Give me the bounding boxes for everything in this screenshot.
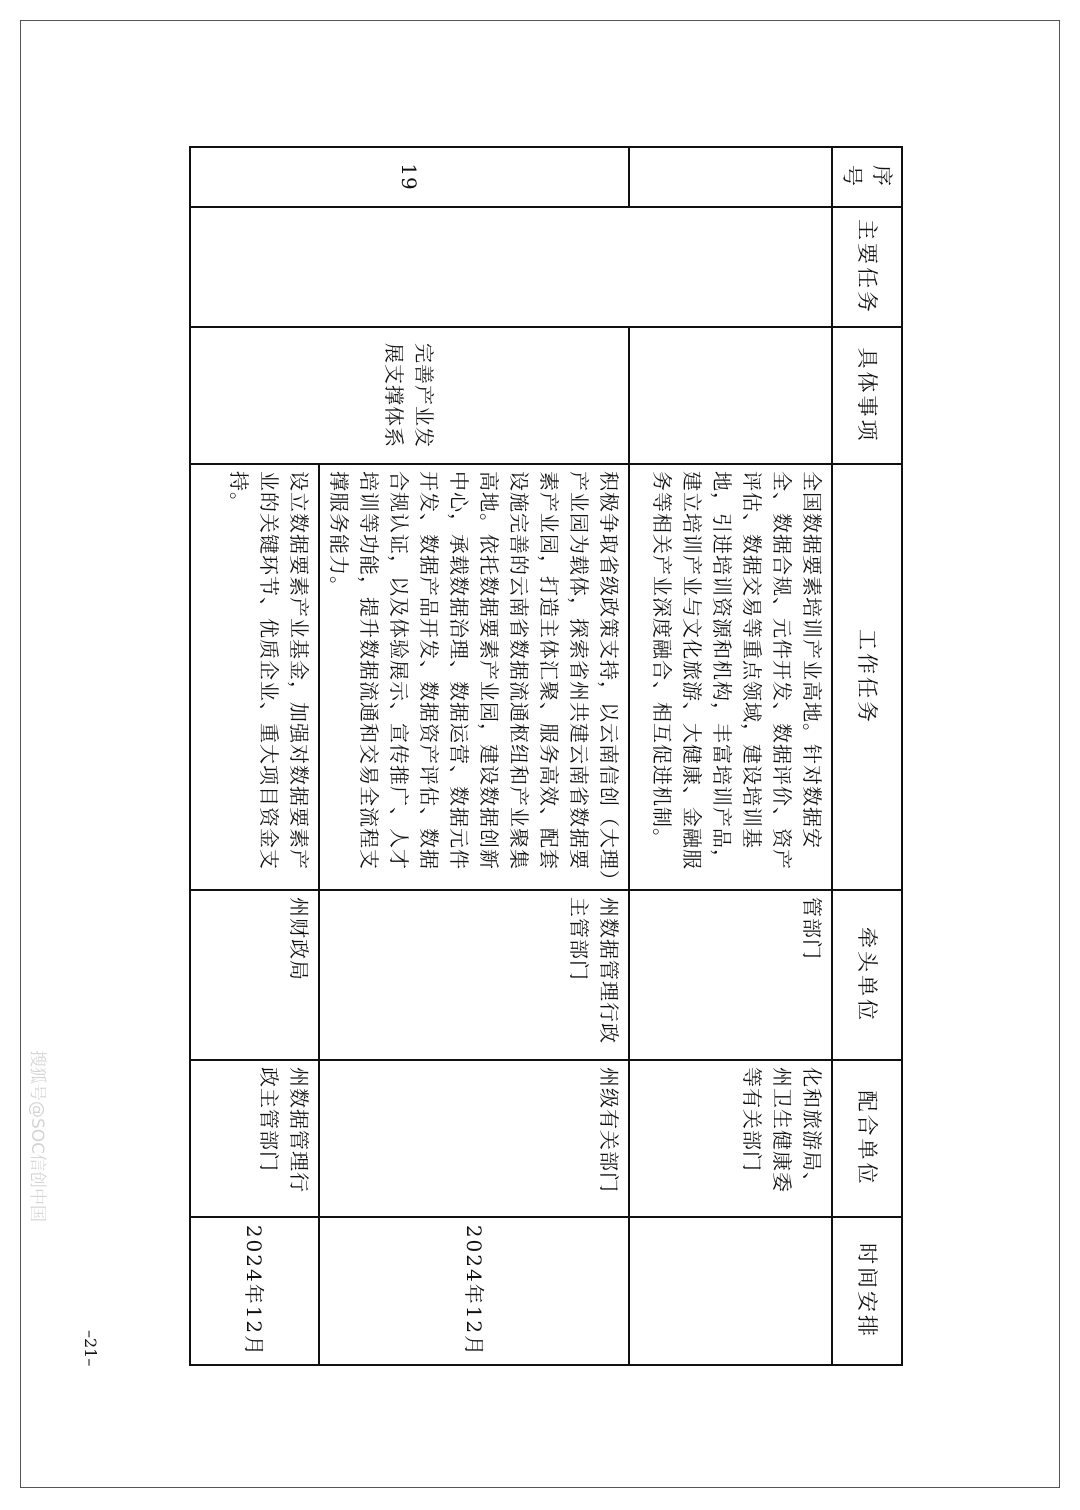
cell-schedule-continued — [629, 1217, 832, 1365]
page-number: –21– — [81, 1330, 100, 1367]
watermark: 搜狐号@SOC信创中国 — [27, 1050, 47, 1223]
cell-seq-continued — [629, 147, 832, 207]
cell-partner-unit-continued: 化和旅游局、州卫生健康委等有关部门 — [629, 1060, 832, 1217]
table-row-continued — [629, 147, 832, 1365]
cell-item-continued — [629, 327, 832, 464]
table-header-row — [832, 147, 902, 1365]
cell-lead-unit-19b: 州财政局 — [190, 890, 319, 1060]
cell-work-task-19b: 设立数据要素产业基金，加强对数据要素产业的关键环节、优质企业、重大项目资金支持。 — [190, 464, 319, 890]
cell-lead-unit-19a: 州数据管理行政主管部门 — [319, 890, 629, 1060]
header-specific-item: 具体事项 — [832, 327, 902, 464]
cell-work-task-continued: 全国数据要素培训产业高地。针对数据安全、数据合规、元件开发、数据评价、资产评估、数据交易等重点领域，建设培训基地，引进培训资源和机构，丰富培训产品，建立培训产业与文化旅游、大健康、金融服务等相关产业深度融合、相互促进机制。 — [629, 464, 832, 890]
cell-work-task-19a: 积极争取省级政策支持，以云南信创（大理）产业园为载体，探索省州共建云南省数据要素产业园，打造主体汇聚、服务高效、配套设施完善的云南省数据流通枢纽和产业聚集高地。依托数据要素产业园，建设数据创新中心，承载数据治理、数据运营、数据元件开发、数据产品开发、数据资产评估、数据合规认证，以及体验展示、宣传推广、人才培训等功能，提升数据流通和交易全流程支撑服务能力。 — [319, 464, 629, 890]
cell-schedule-19b: 2024年12月 — [190, 1217, 319, 1365]
table-row-19a — [319, 147, 629, 1365]
header-work-task: 工作任务 — [832, 464, 902, 890]
cell-specific-item-19: 完善产业发展支撑体系 — [190, 327, 629, 464]
cell-lead-unit-continued: 管部门 — [629, 890, 832, 1060]
header-schedule: 时间安排 — [832, 1217, 902, 1365]
cell-partner-unit-19a: 州级有关部门 — [319, 1060, 629, 1217]
header-seq: 序号 — [832, 147, 902, 207]
cell-main-task-continued — [629, 207, 832, 327]
rotated-table-container — [227, 146, 903, 1364]
header-main-task: 主要任务 — [832, 207, 902, 327]
header-lead-unit: 牵头单位 — [832, 890, 902, 1060]
cell-schedule-19a: 2024年12月 — [319, 1217, 629, 1365]
cell-partner-unit-19b: 州数据管理行政主管部门 — [190, 1060, 319, 1217]
task-table — [189, 146, 903, 1366]
cell-seq-19: 19 — [190, 147, 629, 207]
cell-main-task-19 — [190, 207, 629, 327]
header-partner-unit: 配合单位 — [832, 1060, 902, 1217]
